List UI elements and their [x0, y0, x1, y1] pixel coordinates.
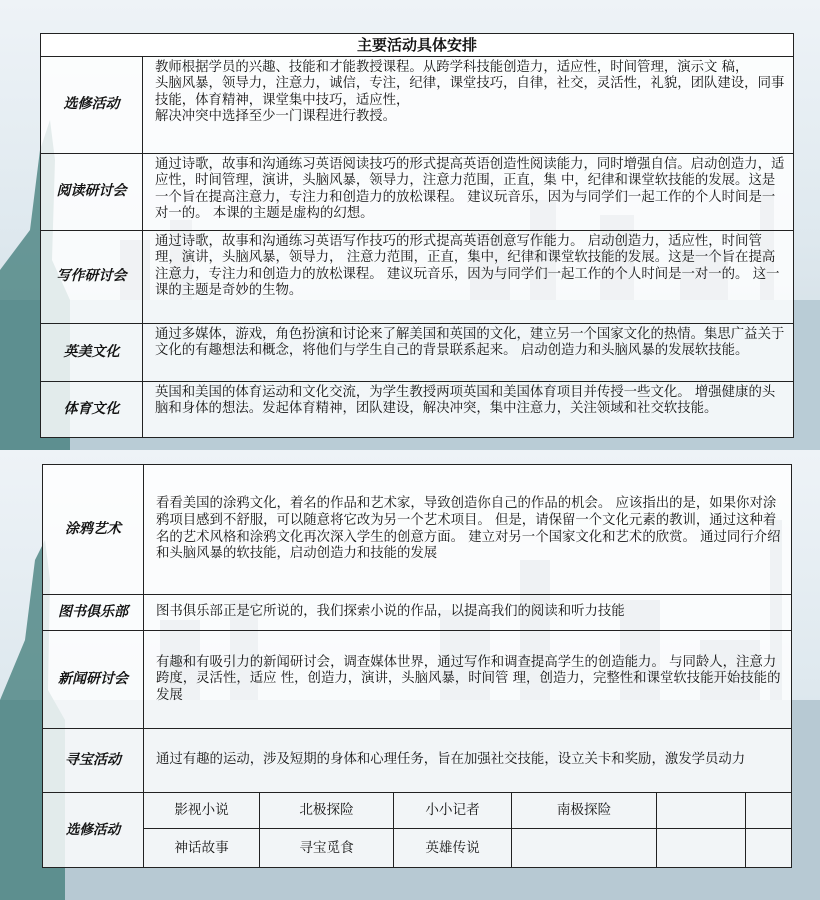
- elective-option: 影视小说: [144, 793, 260, 829]
- row-label-news-workshop: 新闻研讨会: [43, 631, 144, 729]
- row-content-reading-workshop: 通过诗歌，故事和沟通练习英语阅读技巧的形式提高英语创造性阅读能力，同时增强自信。启动创造力，适应性，时间管理，演讲，头脑风暴，领导力，注意力范围，正直，集 中，纪律和课堂软技能的发展。这是一个旨在提高注意力，专注力和创造力的放松课程。 建议玩音乐，因为与同学们一起工作的个人时间是一对一的。 本课的主题是虚构的幻想。: [143, 153, 794, 230]
- row-content-graffiti-art: 看看美国的涂鸦文化，着名的作品和艺术家，导致创造你自己的作品的机会。 应该指出的是，如果你对涂鸦项目感到不舒服，可以随意将它改为另一个艺术项目。 但是，请保留一个文化元素的教训，通过这种着名的艺术风格和涂鸦文化再次深入学生的创意方面。 建立对另一个国家文化和艺术的欣赏。 通过同行介绍和头脑风暴的软技能，启动创造力和技能的发展: [144, 465, 792, 595]
- row-content-sports-culture: 英国和美国的体育运动和文化交流，为学生教授两项英国和美国体育项目并传授一些文化。 增强健康的头脑和身体的想法。发起体育精神，团队建设，解决冲突，集中注意力，关注领域和社交软技能。: [143, 381, 794, 437]
- row-content-writing-workshop: 通过诗歌，故事和沟通练习英语写作技巧的形式提高英语创意写作能力。 启动创造力，适应性，时间管理，演讲，头脑风暴，领导力， 注意力范围，正直，集中，纪律和课堂软技能的发展。这是一个旨在提高注意力，专注力和创造力的放松课程。 建议玩音乐，因为与同学们一起工作的个人时间是一对一的。 这一课的主题是奇妙的生物。: [143, 230, 794, 323]
- row-content-book-club: 图书俱乐部正是它所说的，我们探索小说的作品，以提高我们的阅读和听力技能: [144, 595, 792, 631]
- elective-option: [746, 829, 792, 868]
- elective-option: 神话故事: [144, 829, 260, 868]
- table-title: 主要活动具体安排: [41, 34, 794, 57]
- elective-option: 小小记者: [394, 793, 512, 829]
- elective-option: [746, 793, 792, 829]
- row-content-anglo-american-culture: 通过多媒体，游戏，角色扮演和讨论来了解美国和英国的文化，建立另一个国家文化的热情。集思广益关于文化的有趣想法和概念，将他们与学生自己的背景联系起来。 启动创造力和头脑风暴的发展软技能。: [143, 323, 794, 381]
- elective-option: 英雄传说: [394, 829, 512, 868]
- row-label-elective: 选修活动: [41, 56, 143, 153]
- row-content-elective: [143, 56, 794, 153]
- row-content-treasure-hunt: 通过有趣的运动，涉及短期的身体和心理任务，旨在加强社交技能，设立关卡和奖励，激发学员动力: [144, 729, 792, 793]
- elective-option: [512, 829, 657, 868]
- row-label-book-club: 图书俱乐部: [43, 595, 144, 631]
- row-content-news-workshop: 有趣和有吸引力的新闻研讨会，调查媒体世界，通过写作和调查提高学生的创造能力。 与同龄人，注意力跨度，灵活性，适应 性，创造力，演讲，头脑风暴，时间管 理，创造力，完整性和课堂软技能开始技能的发展: [144, 631, 792, 729]
- row-label-elective-options: 选修活动: [43, 793, 144, 868]
- row-label-graffiti-art: 涂鸦艺术: [43, 465, 144, 595]
- row-label-reading-workshop: 阅读研讨会: [41, 153, 143, 230]
- elective-option: 北极探险: [260, 793, 394, 829]
- elective-option: 南极探险: [512, 793, 657, 829]
- content-line: 解决冲突中选择至少一门课程进行教授。: [155, 109, 397, 125]
- content-line: 教师根据学员的兴趣、技能和才能教授课程。从跨学科技能创造力，适应性，时间管理，演示文 稿，: [155, 59, 749, 75]
- elective-option: [657, 829, 746, 868]
- schedule-table-bottom: [42, 464, 792, 868]
- schedule-table-top: [40, 33, 794, 438]
- elective-option: [657, 793, 746, 829]
- row-label-sports-culture: 体育文化: [41, 381, 143, 437]
- row-label-writing-workshop: 写作研讨会: [41, 230, 143, 323]
- elective-option: 寻宝觅食: [260, 829, 394, 868]
- row-label-treasure-hunt: 寻宝活动: [43, 729, 144, 793]
- row-label-anglo-american-culture: 英美文化: [41, 323, 143, 381]
- content-line: 头脑风暴，领导力，注意力，诚信，专注，纪律，课堂技巧，自律，社交，灵活性，礼貌，团队建设，同事技能，体育精神，课堂集中技巧，适应性，: [155, 76, 785, 108]
